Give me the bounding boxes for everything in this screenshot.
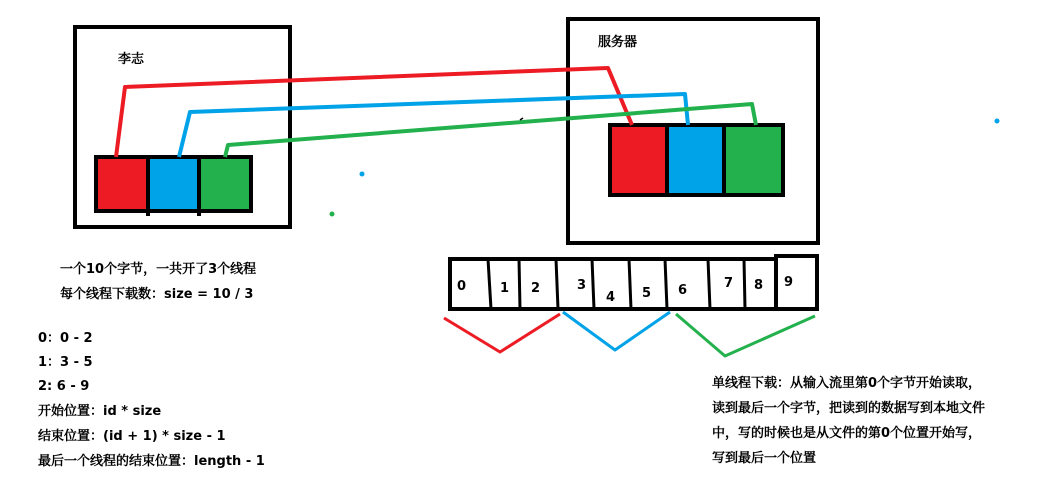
single-thread-line-3: 中，写的时候也是从文件的第0个位置开始写， [712, 426, 982, 441]
byte-label: 3 [577, 278, 587, 293]
byte-divider [744, 259, 745, 309]
byte-label: 1 [500, 281, 510, 296]
byte-label: 5 [642, 286, 652, 301]
byte-divider [488, 259, 491, 309]
byte-label: 4 [606, 290, 616, 305]
byte-divider [519, 259, 520, 309]
byte-divider [592, 259, 594, 309]
range-thread-2: 2: 6 - 9 [38, 379, 90, 394]
client-label: 李志 [118, 52, 145, 67]
single-thread-line-4: 写到最后一个位置 [712, 451, 817, 466]
server-block-red [610, 125, 667, 195]
stray-dot [995, 119, 1000, 124]
client-block-green [199, 157, 251, 211]
server-label: 服务器 [598, 35, 638, 50]
byte-label: 8 [754, 278, 764, 293]
formula-last: 最后一个线程的结束位置：length - 1 [38, 454, 265, 469]
byte-label: 9 [784, 275, 794, 290]
range-thread-0: 0：0 - 2 [38, 331, 93, 346]
range-bracket-red [444, 314, 560, 352]
byte-label: 2 [531, 281, 541, 296]
client-block-blue [148, 157, 199, 211]
range-bracket-green [676, 314, 815, 356]
single-thread-line-2: 读到最后一个字节，把读到的数据写到本地文件 [712, 401, 986, 416]
byte-label: 6 [678, 283, 688, 298]
stray-dot [330, 212, 335, 217]
note-line-1: 一个10个字节，一共开了3个线程 [60, 262, 257, 277]
stray-dot [360, 172, 365, 177]
byte-label: 0 [457, 279, 467, 294]
formula-start: 开始位置：id * size [38, 404, 162, 419]
server-block-green [724, 125, 783, 195]
byte-label: 7 [724, 276, 734, 291]
byte-divider [708, 259, 710, 309]
range-thread-1: 1：3 - 5 [38, 355, 93, 370]
byte-cell-last [776, 256, 817, 309]
byte-divider [556, 259, 558, 309]
client-block-red [96, 157, 148, 211]
note-line-2: 每个线程下载数：size = 10 / 3 [60, 287, 254, 302]
byte-divider [665, 259, 667, 309]
server-block-blue [667, 125, 724, 195]
stray-mark [520, 118, 523, 120]
byte-divider [629, 259, 631, 309]
range-bracket-blue [563, 312, 670, 350]
formula-end: 结束位置：(id + 1) * size - 1 [38, 429, 226, 444]
single-thread-line-1: 单线程下载：从输入流里第0个字节开始读取， [712, 376, 982, 391]
